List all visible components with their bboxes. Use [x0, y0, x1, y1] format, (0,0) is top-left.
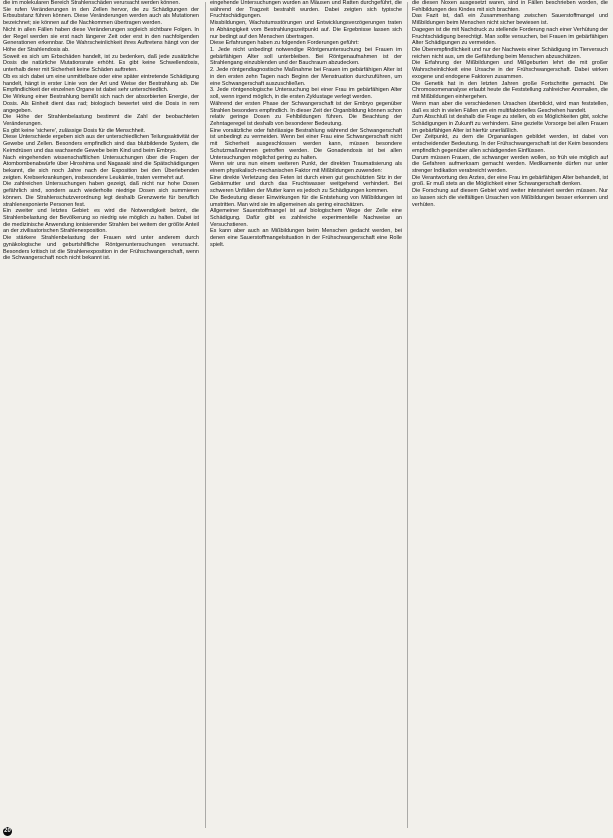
- paragraph: Eine vorsätzliche oder fahrlässige Bestrahlung während der Schwangerschaft ist unbedingt zu vermeiden. Wenn bei einer Frau eine Schwangerschaft nicht mit Sicherheit ausgeschlossen werden kann, müssen besondere Schutzmaßnahmen getroffen werden. Die Gonadendosis ist bei allen Untersuchungen möglichst gering zu halten.: [210, 127, 402, 161]
- paragraph: Wenn wir uns nun einem weiteren Punkt, der direkten Traumatisierung als einem physikalisch-mechanischen Faktor mit Mißbildungen zuwenden:: [210, 161, 402, 174]
- page-number: 20: [4, 828, 11, 834]
- paragraph: Während der ersten Phase der Schwangerschaft ist der Embryo gegenüber Strahlen besonders empfindlich. In dieser Zeit der Organbildung können schon relativ geringe Dosen zu Fehlbildungen führen. Die Beachtung der Zehntageregel ist deshalb von besonderer Bedeutung.: [210, 100, 402, 127]
- paragraph: Nicht in allen Fällen haben diese Veränderungen sogleich sichtbare Folgen. In der Regel werden sie erst nach längerer Zeit oder erst in den nachfolgenden Generationen erkennbar. Die Wahrscheinlichkeit ihres Auftretens hängt von der Höhe der Strahlendosis ab.: [3, 26, 199, 54]
- column-divider: [205, 2, 206, 828]
- paragraph: Der Zeitpunkt, zu dem die Organanlagen gebildet werden, ist dabei von entscheidender Bedeutung. In der Frühschwangerschaft ist der Keim besonders empfindlich gegenüber allen schädigenden Einflüssen.: [412, 134, 608, 154]
- paragraph: 1. Jede nicht unbedingt notwendige Röntgenuntersuchung bei Frauen im gebärfähigen Alter soll unterbleiben. Bei Röntgenaufnahmen ist der Strahlengang einzublenden und der Bauchraum abzudecken.: [210, 47, 402, 67]
- paragraph: Die Wirkung einer Bestrahlung bemißt sich nach der absorbierten Energie, der Dosis. Als Einheit dient das rad; biologisch bewertet wird die Dosis in rem angegeben.: [3, 94, 199, 114]
- paragraph: Diese Erfahrungen haben zu folgenden Forderungen geführt:: [210, 40, 359, 47]
- paragraph: Die Genetik hat in den letzten Jahren große Fortschritte gemacht. Die Chromosomenanalyse erlaubt heute die Feststellung zahlreicher Anomalien, die mit Mißbildungen einhergehen.: [412, 80, 608, 101]
- paragraph: 3. Jede röntgenologische Untersuchung bei einer Frau im gebärfähigen Alter soll, wenn irgend möglich, in die ersten Zyklustage verlegt werden.: [210, 87, 402, 101]
- paragraph: Die Erfahrung der Mißbildungen und Mißgeburten lehrt die mit großer Wahrscheinlichkeit eine Ursache in der Frühschwangerschaft. Dabei wirken exogene und endogene Faktoren zusammen.: [412, 60, 608, 80]
- paragraph: Es gibt keine 'sichere', zulässige Dosis für die Menschheit.: [3, 127, 146, 134]
- paragraph: 2. Jede röntgendiagnostische Maßnahme bei Frauen im gebärfähigen Alter ist in den ersten zehn Tagen nach Beginn der Menstruation durchzuführen, um eine Schwangerschaft auszuschließen.: [210, 67, 402, 87]
- paragraph: Eine direkte Verletzung des Feten ist durch einen gut geschützten Sitz in der Gebärmutter und durch das Fruchtwasser weitgehend verhindert. Bei schweren Unfällen der Mutter kann es jedoch zu Schädigungen kommen.: [210, 174, 402, 195]
- paragraph: Ob es sich dabei um eine unmittelbare oder eine später eintretende Schädigung handelt, hängt in erster Linie von der Art und Weise der Bestrahlung ab. Die Empfindlichkeit der einzelnen Organe ist dabei sehr unterschiedlich.: [3, 73, 199, 94]
- paragraph: Diese Unterschiede ergeben sich aus der unterschiedlichen Teilungsaktivität der Gewebe und Zellen. Besonders empfindlich sind das blutbildende System, die Keimdrüsen und das wachsende Gewebe beim Kind und beim Embryo.: [3, 134, 199, 154]
- paragraph: Darum müssen Frauen, die schwanger werden wollen, so früh wie möglich auf die Gefahren aufmerksam gemacht werden. Medikamente dürfen nur unter strenger Indikation verabreicht werden.: [412, 154, 608, 174]
- text-column-3: [412, 0, 608, 838]
- paragraph: Sie rufen Veränderungen in den Zellen hervor, die zu Schädigungen der Erbsubstanz führen können. Diese Veränderungen werden auch als Mutationen bezeichnet; sie können auf die Nachkommen übertragen werden.: [3, 6, 199, 27]
- paragraph: Die Verantwortung des Arztes, der eine Frau im gebärfähigen Alter behandelt, ist groß. Er muß stets an die Möglichkeit einer Schwangerschaft denken.: [412, 174, 608, 188]
- paragraph: Wenn man aber die verschiedenen Ursachen überblickt, wird man feststellen, daß es sich in vielen Fällen um ein multifaktorielles Geschehen handelt.: [412, 100, 608, 114]
- paragraph: Die Überempfindlichkeit und nur der Nachweis einer Schädigung im Tierversuch reichen nicht aus, um die Gefährdung beim Menschen abzuschätzen.: [412, 47, 608, 60]
- paragraph: Die stärkere Strahlenbelastung der Frauen wird unter anderem durch gynäkologische und geburtshilfliche Röntgenuntersuchungen verursacht. Besonders kritisch ist die Strahlenexposition in der Frühschwangerschaft, wenn die Schwangerschaft noch nicht bekannt ist.: [3, 235, 199, 262]
- paragraph: Die Höhe der Strahlenbelastung bestimmt die Zahl der beobachteten Veränderungen.: [3, 114, 199, 127]
- paragraph: Dagegen ist die mit Nachdruck zu stellende Forderung nach einer Verhütung der Fruchtschädigung berechtigt. Man sollte versuchen, bei Frauen im gebärfähigen Alter Schädigungen zu vermeiden.: [412, 26, 608, 47]
- paragraph: Soweit es sich um Erbschäden handelt, ist zu bedenken, daß jede zusätzliche Dosis die natürliche Mutationsrate erhöht. Es gibt keine Schwellendosis, unterhalb derer mit Sicherheit keine Schäden auftreten.: [3, 53, 199, 74]
- paragraph: Allgemeiner Sauerstoffmangel ist auf biologischem Wege der Zelle eine Schädigung. Dafür gibt es zahlreiche experimentelle Nachweise an Versuchstieren.: [210, 208, 402, 228]
- paragraph: Es kann aber auch an Mißbildungen beim Menschen gedacht werden, bei denen eine Sauerstoffmangelsituation in der Frühschwangerschaft eine Rolle spielt.: [210, 228, 402, 248]
- text-column-2: [210, 0, 402, 838]
- paragraph: Missbildungen, Wachstumsstörungen und Entwicklungsverzögerungen traten in Abhängigkeit vom Bestrahlungszeitpunkt auf. Die Ergebnisse lassen sich nur bedingt auf den Menschen übertragen.: [210, 20, 402, 40]
- column-divider: [407, 2, 408, 828]
- paragraph: Die zahlreichen Untersuchungen haben gezeigt, daß nicht nur hohe Dosen gefährlich sind, sondern auch wiederholte niedrige Dosen sich summieren können. Die Strahlenschutzverordnung legt deshalb Grenzwerte für beruflich strahlenexponierte Personen fest.: [3, 181, 199, 208]
- paragraph: die im molekularen Bereich Strahlenschäden verursacht werden können.: [3, 0, 181, 6]
- paragraph: Die Bedeutung dieser Einwirkungen für die Entstehung von Mißbildungen ist umstritten. Man wird sie im allgemeinen als gering einschätzen.: [210, 194, 402, 208]
- paragraph: Ein zweiter und letztes Gebiet: es wird die Notwendigkeit betont, die Strahlenbelastung der Bevölkerung so niedrig wie möglich zu halten. Dabei ist die medizinische Anwendung ionisierender Strahlen bei weitem der größte Anteil an der zivilisatorischen Strahlenexposition.: [3, 208, 199, 235]
- text-column-1: [3, 0, 199, 838]
- paragraph: Nach eingehenden wissenschaftlichen Untersuchungen über die Fragen der Atombombenabwürfe über Hiroshima und Nagasaki sind die Spätschädigungen bekannt, die sich noch Jahre nach der Exposition bei den Überlebenden zeigten. Krebserkrankungen, insbesondere Leukämie, traten vermehrt auf.: [3, 154, 199, 181]
- paragraph: Zum Abschluß ist deshalb die Frage zu stellen, ob es Möglichkeiten gibt, solche Schädigungen in Zukunft zu verhindern. Eine gezielte Vorsorge bei allen Frauen im gebärfähigen Alter ist hierfür unerläßlich.: [412, 114, 608, 134]
- paragraph: Das Fazit ist, daß ein Zusammenhang zwischen Sauerstoffmangel und Mißbildungen beim Menschen nicht sicher bewiesen ist.: [412, 13, 608, 27]
- paragraph: Die Forschung auf diesem Gebiet wird weiter intensiviert werden müssen. Nur so lassen sich die vielfältigen Ursachen von Mißbildungen besser erkennen und verhüten.: [412, 188, 608, 208]
- paragraph: eingehende Untersuchungen wurden an Mäusen und Ratten durchgeführt, die während der Tragzeit bestrahlt wurden. Dabei zeigten sich typische Fruchtschädigungen.: [210, 0, 402, 20]
- paragraph: die diesen Noxen ausgesetzt waren, sind in Fällen beschrieben worden, die Fehlbildungen des Kindes mit sich brachten.: [412, 0, 608, 13]
